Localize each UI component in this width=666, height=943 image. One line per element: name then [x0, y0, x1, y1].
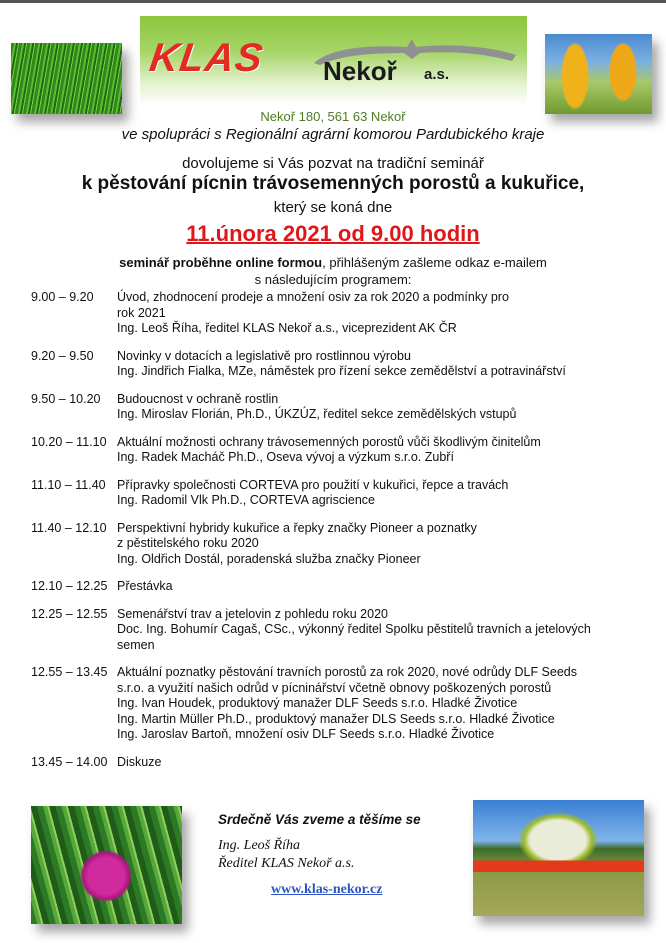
slot-line: rok 2021	[117, 305, 166, 320]
top-border	[0, 0, 666, 3]
slot-details	[117, 290, 651, 337]
slot-line: Semenářství trav a jetelovin z pohledu roku 2020	[117, 606, 388, 621]
slot-line: Ing. Miroslav Florián, Ph.D., ÚKZÚZ, ředitel sekce zemědělských vstupů	[117, 407, 517, 421]
program-slot	[31, 755, 651, 771]
slot-time: 12.55 – 13.45	[31, 665, 108, 679]
online-notice	[0, 255, 666, 270]
slot-time: 12.10 – 12.25	[31, 579, 108, 593]
signer-name: Ing. Leoš Říha	[218, 838, 301, 853]
logo-brand: KLAS	[146, 36, 267, 80]
program-slot	[31, 392, 651, 423]
program-slot	[31, 521, 651, 568]
welcome-message: Srdečně Vás zveme a těšíme se	[218, 812, 421, 827]
held-on-text: který se koná dne	[273, 199, 393, 216]
slot-time: 9.00 – 9.20	[31, 290, 94, 304]
slot-line: Úvod, zhodnocení prodeje a množení osiv za rok 2020 a podmínky pro	[117, 290, 509, 304]
combine-harvester-photo	[473, 800, 644, 916]
slot-line: s.r.o. a využití našich odrůd v pícninářství včetně obnovy poškozených porostů	[117, 680, 552, 695]
program-intro: s následujícím programem:	[254, 272, 412, 287]
slot-details	[117, 755, 651, 771]
slot-details	[117, 607, 651, 654]
slot-line: Ing. Oldřich Dostál, poradenská služba značky Pioneer	[117, 551, 421, 566]
slot-time: 11.40 – 12.10	[31, 520, 107, 535]
website-link[interactable]: www.klas-nekor.cz	[271, 882, 383, 897]
logo-suffix: a.s.	[424, 66, 450, 83]
seminar-date-text: 11.února 2021 od 9.00 hodin	[186, 221, 480, 246]
seminar-date	[0, 221, 666, 247]
slot-line: Aktuální poznatky pěstování travních porostů za rok 2020, nové odrůdy DLF Seeds	[117, 665, 577, 679]
slot-line: Diskuze	[117, 754, 162, 769]
program-list	[31, 290, 651, 770]
slot-details	[117, 435, 651, 466]
program-slot	[31, 290, 651, 337]
cooperation-line: ve spolupráci s Regionální agrární komorou Pardubického kraje	[121, 126, 545, 143]
clover-flower-photo	[31, 806, 182, 924]
slot-line: Budoucnost v ochraně rostlin	[117, 391, 279, 406]
company-logo	[140, 16, 527, 106]
online-notice-bold: seminář proběhne online formou	[119, 255, 323, 270]
slot-details	[117, 579, 651, 595]
slot-line: Ing. Jaroslav Bartoň, množení osiv DLF Seeds s.r.o. Hladké Životice	[117, 727, 495, 741]
seminar-title: k pěstování pícnin trávosemenných porostů a kukuřice,	[81, 173, 585, 194]
slot-details	[117, 392, 651, 423]
grass-photo	[11, 43, 122, 114]
invitation-intro: dovolujeme si Vás pozvat na tradiční seminář	[182, 155, 484, 172]
slot-time: 11.10 – 11.40	[31, 477, 106, 492]
slot-line: z pěstitelského roku 2020	[117, 536, 259, 550]
logo-place: Nekoř	[323, 56, 397, 86]
slot-line: Doc. Ing. Bohumír Cagaš, CSc., výkonný ředitel Spolku pěstitelů travních a jetelových	[117, 622, 591, 636]
slot-line: Přípravky společnosti CORTEVA pro použití v kukuřici, řepce a travách	[117, 477, 509, 492]
slot-time: 9.20 – 9.50	[31, 348, 94, 363]
program-slot	[31, 435, 651, 466]
slot-time: 9.50 – 10.20	[31, 391, 101, 406]
slot-time: 13.45 – 14.00	[31, 754, 108, 769]
slot-time: 12.25 – 12.55	[31, 606, 108, 621]
slot-line: Ing. Radomil Vlk Ph.D., CORTEVA agriscience	[117, 493, 375, 507]
slot-details	[117, 349, 651, 380]
slot-details	[117, 521, 651, 568]
slot-details	[117, 478, 651, 509]
corn-photo	[545, 34, 652, 114]
slot-line: Ing. Jindřich Fialka, MZe, náměstek pro řízení sekce zemědělství a potravinářství	[117, 364, 566, 378]
slot-line: Perspektivní hybridy kukuřice a řepky značky Pioneer a poznatky	[117, 520, 477, 535]
slot-line: Ing. Leoš Říha, ředitel KLAS Nekoř a.s., viceprezident AK ČR	[117, 321, 457, 335]
signer-role: Ředitel KLAS Nekoř a.s.	[218, 856, 355, 871]
program-slot	[31, 478, 651, 509]
slot-line: semen	[117, 637, 155, 652]
slot-line: Aktuální možnosti ochrany trávosemenných porostů vůči škodlivým činitelům	[117, 434, 541, 449]
slot-line: Přestávka	[117, 579, 173, 593]
online-notice-rest: , přihlášeným zašleme odkaz e-mailem	[322, 255, 547, 270]
program-slot	[31, 579, 651, 595]
company-address: Nekoř 180, 561 63 Nekoř	[260, 109, 406, 124]
program-slot	[31, 607, 651, 654]
slot-line: Novinky v dotacích a legislativě pro rostlinnou výrobu	[117, 348, 411, 363]
slot-line: Ing. Radek Macháč Ph.D., Oseva vývoj a výzkum s.r.o. Zubří	[117, 450, 454, 464]
slot-line: Ing. Martin Müller Ph.D., produktový manažer DLS Seeds s.r.o. Hladké Životice	[117, 711, 555, 726]
slot-details	[117, 665, 651, 743]
program-slot	[31, 665, 651, 743]
slot-time: 10.20 – 11.10	[31, 434, 107, 449]
slot-line: Ing. Ivan Houdek, produktový manažer DLF Seeds s.r.o. Hladké Životice	[117, 696, 518, 710]
program-slot	[31, 349, 651, 380]
